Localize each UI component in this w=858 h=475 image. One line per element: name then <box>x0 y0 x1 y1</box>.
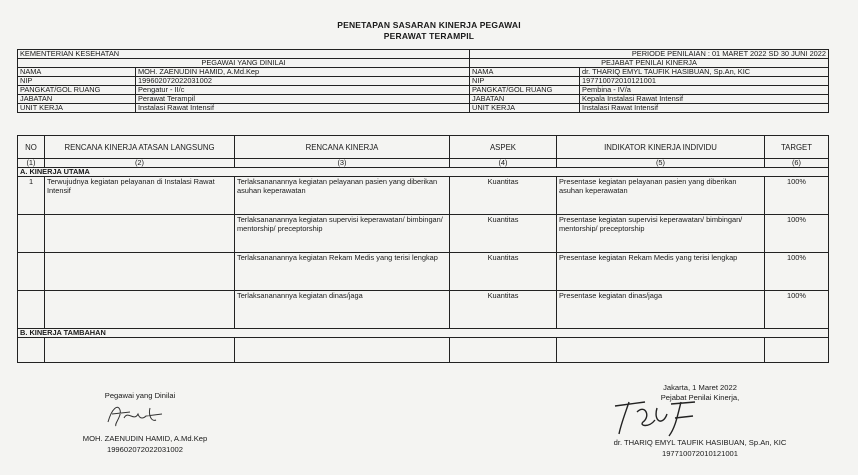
empty-cell <box>450 338 557 363</box>
assessor-unit: Instalasi Rawat Intensif <box>580 104 829 113</box>
column-number: (3) <box>235 159 450 168</box>
row-target: 100% <box>765 177 829 215</box>
row-no <box>18 215 45 253</box>
table-row <box>18 177 829 215</box>
table-row <box>18 338 829 363</box>
empty-cell <box>45 338 235 363</box>
employee-rank-label: PANGKAT/GOL RUANG <box>18 86 136 95</box>
employee-nip-label: NIP <box>18 77 136 86</box>
assessor-signature-name: dr. THARIQ EMYL TAUFIK HASIBUAN, Sp.An, KIC <box>613 438 787 447</box>
employee-signature-image <box>100 400 170 430</box>
employee-name: MOH. ZAENUDIN HAMID, A.Md.Kep <box>136 68 470 77</box>
ministry-label: KEMENTERIAN KESEHATAN <box>18 50 470 59</box>
table-row <box>18 291 829 329</box>
employee-nip: 199602072022031002 <box>136 77 470 86</box>
signature-place-date: Jakarta, 1 Maret 2022 <box>663 383 737 392</box>
assessor-rank-label: PANGKAT/GOL RUANG <box>470 86 580 95</box>
header-superior-plan: RENCANA KINERJA ATASAN LANGSUNG <box>45 136 235 159</box>
assessor-name: dr. THARIQ EMYL TAUFIK HASIBUAN, Sp.An, KIC <box>580 68 829 77</box>
assessor-signature-caption: Pejabat Penilai Kinerja, <box>660 393 740 402</box>
row-aspect: Kuantitas <box>450 253 557 291</box>
header-aspect: ASPEK <box>450 136 557 159</box>
header-indicator: INDIKATOR KINERJA INDIVIDU <box>557 136 765 159</box>
row-no <box>18 253 45 291</box>
header-no: NO <box>18 136 45 159</box>
employee-info-table <box>17 49 829 113</box>
employee-signature-name: MOH. ZAENUDIN HAMID, A.Md.Kep <box>82 434 208 443</box>
assessor-nip-label: NIP <box>470 77 580 86</box>
row-plan: Terlaksananannya kegiatan Rekam Medis yang terisi lengkap <box>235 253 450 291</box>
row-target: 100% <box>765 291 829 329</box>
row-target: 100% <box>765 253 829 291</box>
assessor-signature-nip: 197710072010121001 <box>661 449 739 458</box>
row-aspect: Kuantitas <box>450 177 557 215</box>
row-plan: Terlaksananannya kegiatan supervisi keperawatan/ bimbingan/ mentorship/ preceptorship <box>235 215 450 253</box>
header-plan: RENCANA KINERJA <box>235 136 450 159</box>
assessor-rank: Pembina - IV/a <box>580 86 829 95</box>
row-no: 1 <box>18 177 45 215</box>
employee-header: PEGAWAI YANG DINILAI <box>18 59 470 68</box>
row-aspect: Kuantitas <box>450 291 557 329</box>
employee-unit: Instalasi Rawat Intensif <box>136 104 470 113</box>
row-indicator: Presentase kegiatan pelayanan pasien yang diberikan asuhan keperawatan <box>557 177 765 215</box>
empty-cell <box>18 338 45 363</box>
assessor-name-label: NAMA <box>470 68 580 77</box>
row-no <box>18 291 45 329</box>
row-plan: Terlaksananannya kegiatan dinas/jaga <box>235 291 450 329</box>
assessor-nip: 197710072010121001 <box>580 77 829 86</box>
column-number: (6) <box>765 159 829 168</box>
performance-plan-table <box>17 135 829 363</box>
column-number: (5) <box>557 159 765 168</box>
row-indicator: Presentase kegiatan supervisi keperawatan/ bimbingan/ mentorship/ preceptorship <box>557 215 765 253</box>
period-label: PERIODE PENILAIAN : 01 MARET 2022 SD 30 JUNI 2022 <box>470 50 829 59</box>
row-aspect: Kuantitas <box>450 215 557 253</box>
empty-cell <box>557 338 765 363</box>
employee-rank: Pengatur - II/c <box>136 86 470 95</box>
assessor-signature-image <box>605 392 715 442</box>
employee-unit-label: UNIT KERJA <box>18 104 136 113</box>
row-superior-plan <box>45 215 235 253</box>
empty-cell <box>235 338 450 363</box>
section-main-performance: A. KINERJA UTAMA <box>18 168 829 177</box>
document-subtitle: PERAWAT TERAMPIL <box>383 31 475 41</box>
row-indicator: Presentase kegiatan dinas/jaga <box>557 291 765 329</box>
row-superior-plan <box>45 291 235 329</box>
employee-position-label: JABATAN <box>18 95 136 104</box>
table-row <box>18 253 829 291</box>
employee-signature-caption: Pegawai yang Dinilai <box>104 391 176 400</box>
row-superior-plan <box>45 253 235 291</box>
employee-name-label: NAMA <box>18 68 136 77</box>
employee-signature-nip: 199602072022031002 <box>106 445 184 454</box>
column-number: (4) <box>450 159 557 168</box>
assessor-unit-label: UNIT KERJA <box>470 104 580 113</box>
row-indicator: Presentase kegiatan Rekam Medis yang terisi lengkap <box>557 253 765 291</box>
header-target: TARGET <box>765 136 829 159</box>
table-row <box>18 215 829 253</box>
empty-cell <box>765 338 829 363</box>
assessor-header: PEJABAT PENILAI KINERJA <box>470 59 829 68</box>
employee-position: Perawat Terampil <box>136 95 470 104</box>
row-superior-plan: Terwujudnya kegiatan pelayanan di Instalasi Rawat Intensif <box>45 177 235 215</box>
row-plan: Terlaksananannya kegiatan pelayanan pasien yang diberikan asuhan keperawatan <box>235 177 450 215</box>
column-number: (2) <box>45 159 235 168</box>
row-target: 100% <box>765 215 829 253</box>
assessor-position: Kepala Instalasi Rawat Intensif <box>580 95 829 104</box>
column-number: (1) <box>18 159 45 168</box>
document-title: PENETAPAN SASARAN KINERJA PEGAWAI <box>337 20 521 30</box>
assessor-position-label: JABATAN <box>470 95 580 104</box>
section-additional-performance: B. KINERJA TAMBAHAN <box>18 329 829 338</box>
